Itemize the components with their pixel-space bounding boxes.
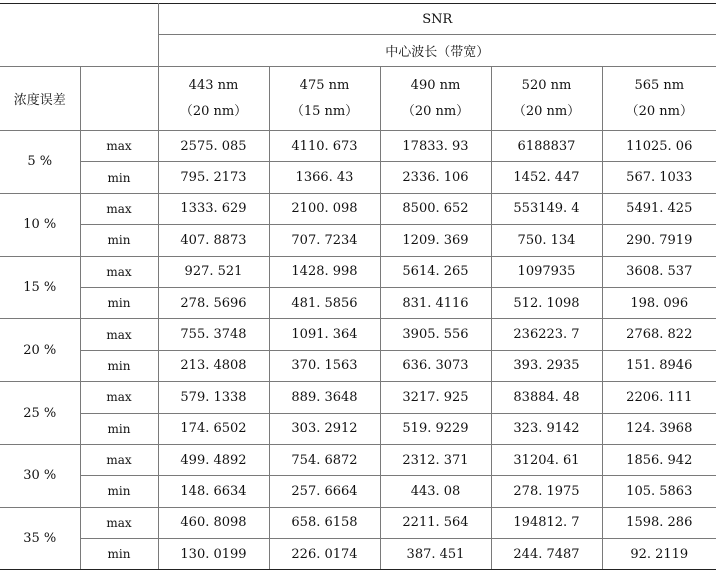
wavelength-header — [491, 67, 602, 131]
wavelength-bandwidth: （20 nm） — [179, 103, 248, 119]
snr-value-cell: 370. 1563 — [269, 350, 380, 381]
snr-value-cell: 1091. 364 — [269, 319, 380, 350]
snr-value-cell: 278. 5696 — [158, 287, 269, 318]
stat-label-cell: min — [80, 225, 158, 256]
snr-value-cell: 92. 2119 — [602, 539, 716, 570]
snr-value-cell: 5491. 425 — [602, 193, 716, 224]
snr-value-cell: 174. 6502 — [158, 413, 269, 444]
snr-value-cell: 831. 4116 — [380, 287, 491, 318]
wavelength-nm: 443 nm — [188, 77, 239, 93]
snr-header: SNR — [158, 4, 716, 35]
snr-value-cell: 553149. 4 — [491, 193, 602, 224]
concentration-error-cell: 35 % — [0, 507, 80, 570]
snr-value-cell: 2312. 371 — [380, 444, 491, 475]
snr-value-cell: 567. 1033 — [602, 162, 716, 193]
snr-value-cell: 5614. 265 — [380, 256, 491, 287]
snr-value-cell: 481. 5856 — [269, 287, 380, 318]
stat-label-cell: max — [80, 319, 158, 350]
snr-value-cell: 407. 8873 — [158, 225, 269, 256]
snr-value-cell: 579. 1338 — [158, 382, 269, 413]
table-row — [0, 162, 716, 193]
stat-label-cell: min — [80, 539, 158, 570]
wavelength-header — [602, 67, 716, 131]
snr-value-cell: 387. 451 — [380, 539, 491, 570]
stat-label-cell: min — [80, 350, 158, 381]
snr-value-cell: 2336. 106 — [380, 162, 491, 193]
snr-value-cell: 194812. 7 — [491, 507, 602, 538]
snr-value-cell: 83884. 48 — [491, 382, 602, 413]
concentration-error-cell: 20 % — [0, 319, 80, 382]
concentration-error-cell: 10 % — [0, 193, 80, 256]
table-row — [0, 507, 716, 538]
concentration-error-cell: 30 % — [0, 444, 80, 507]
snr-value-cell: 213. 4808 — [158, 350, 269, 381]
snr-value-cell: 11025. 06 — [602, 131, 716, 162]
snr-value-cell: 226. 0174 — [269, 539, 380, 570]
snr-value-cell: 303. 2912 — [269, 413, 380, 444]
wavelength-nm: 490 nm — [410, 77, 461, 93]
table-row — [0, 476, 716, 507]
snr-value-cell: 460. 8098 — [158, 507, 269, 538]
snr-value-cell: 323. 9142 — [491, 413, 602, 444]
snr-value-cell: 795. 2173 — [158, 162, 269, 193]
snr-value-cell: 290. 7919 — [602, 225, 716, 256]
snr-value-cell: 8500. 652 — [380, 193, 491, 224]
concentration-error-cell: 5 % — [0, 131, 80, 194]
snr-value-cell: 755. 3748 — [158, 319, 269, 350]
snr-value-cell: 754. 6872 — [269, 444, 380, 475]
table-row — [0, 256, 716, 287]
snr-value-cell: 4110. 673 — [269, 131, 380, 162]
snr-value-cell: 151. 8946 — [602, 350, 716, 381]
center-wavelength-header: 中心波长（带宽） — [158, 35, 716, 67]
stat-label-cell: min — [80, 476, 158, 507]
stat-label-cell: min — [80, 413, 158, 444]
wavelength-nm: 565 nm — [634, 77, 685, 93]
snr-value-cell: 658. 6158 — [269, 507, 380, 538]
table-row — [0, 413, 716, 444]
snr-value-cell: 1333. 629 — [158, 193, 269, 224]
snr-value-cell: 636. 3073 — [380, 350, 491, 381]
snr-value-cell: 31204. 61 — [491, 444, 602, 475]
concentration-error-header: 浓度误差 — [0, 67, 80, 131]
stat-label-cell: max — [80, 444, 158, 475]
snr-value-cell: 1856. 942 — [602, 444, 716, 475]
table-row — [0, 287, 716, 318]
table-body — [0, 4, 716, 570]
snr-value-cell: 1209. 369 — [380, 225, 491, 256]
stat-label-cell: min — [80, 287, 158, 318]
snr-value-cell: 105. 5863 — [602, 476, 716, 507]
snr-value-cell: 1097935 — [491, 256, 602, 287]
snr-value-cell: 512. 1098 — [491, 287, 602, 318]
stat-header-blank — [80, 67, 158, 131]
wavelength-bandwidth: （20 nm） — [512, 103, 581, 119]
snr-value-cell: 1366. 43 — [269, 162, 380, 193]
stat-label-cell: max — [80, 193, 158, 224]
snr-value-cell: 1598. 286 — [602, 507, 716, 538]
table-row — [0, 539, 716, 570]
snr-value-cell: 1428. 998 — [269, 256, 380, 287]
snr-value-cell: 148. 6634 — [158, 476, 269, 507]
wavelength-bandwidth: （20 nm） — [625, 103, 693, 119]
snr-value-cell: 130. 0199 — [158, 539, 269, 570]
snr-value-cell: 889. 3648 — [269, 382, 380, 413]
wavelength-header — [380, 67, 491, 131]
snr-value-cell: 927. 521 — [158, 256, 269, 287]
snr-value-cell: 499. 4892 — [158, 444, 269, 475]
snr-value-cell: 2211. 564 — [380, 507, 491, 538]
snr-value-cell: 750. 134 — [491, 225, 602, 256]
table-row — [0, 225, 716, 256]
stat-label-cell: max — [80, 507, 158, 538]
snr-value-cell: 17833. 93 — [380, 131, 491, 162]
stat-label-cell: max — [80, 256, 158, 287]
snr-value-cell: 2100. 098 — [269, 193, 380, 224]
snr-value-cell: 236223. 7 — [491, 319, 602, 350]
table-row — [0, 193, 716, 224]
header-blank-cell — [0, 4, 158, 67]
snr-value-cell: 3608. 537 — [602, 256, 716, 287]
snr-value-cell: 2575. 085 — [158, 131, 269, 162]
stat-label-cell: min — [80, 162, 158, 193]
concentration-error-cell: 15 % — [0, 256, 80, 319]
wavelength-nm: 475 nm — [299, 77, 350, 93]
concentration-error-cell: 25 % — [0, 382, 80, 445]
snr-value-cell: 1452. 447 — [491, 162, 602, 193]
stat-label-cell: max — [80, 131, 158, 162]
snr-value-cell: 707. 7234 — [269, 225, 380, 256]
snr-value-cell: 393. 2935 — [491, 350, 602, 381]
snr-value-cell: 443. 08 — [380, 476, 491, 507]
table-row — [0, 382, 716, 413]
snr-value-cell: 278. 1975 — [491, 476, 602, 507]
table-row — [0, 131, 716, 162]
stat-label-cell: max — [80, 382, 158, 413]
table-row — [0, 319, 716, 350]
wavelength-bandwidth: （20 nm） — [401, 103, 470, 119]
wavelength-header — [158, 67, 269, 131]
table-row — [0, 350, 716, 381]
snr-value-cell: 244. 7487 — [491, 539, 602, 570]
snr-value-cell: 2206. 111 — [602, 382, 716, 413]
wavelength-header — [269, 67, 380, 131]
snr-value-cell: 3217. 925 — [380, 382, 491, 413]
snr-value-cell: 519. 9229 — [380, 413, 491, 444]
table-row — [0, 444, 716, 475]
snr-value-cell: 124. 3968 — [602, 413, 716, 444]
snr-value-cell: 198. 096 — [602, 287, 716, 318]
snr-value-cell: 2768. 822 — [602, 319, 716, 350]
wavelength-nm: 520 nm — [521, 77, 572, 93]
header-row-snr — [0, 4, 716, 35]
snr-value-cell: 257. 6664 — [269, 476, 380, 507]
snr-value-cell: 3905. 556 — [380, 319, 491, 350]
wavelength-bandwidth: （15 nm） — [290, 103, 359, 119]
snr-value-cell: 6188837 — [491, 131, 602, 162]
snr-table — [0, 3, 716, 570]
header-row-wavelengths — [0, 67, 716, 131]
